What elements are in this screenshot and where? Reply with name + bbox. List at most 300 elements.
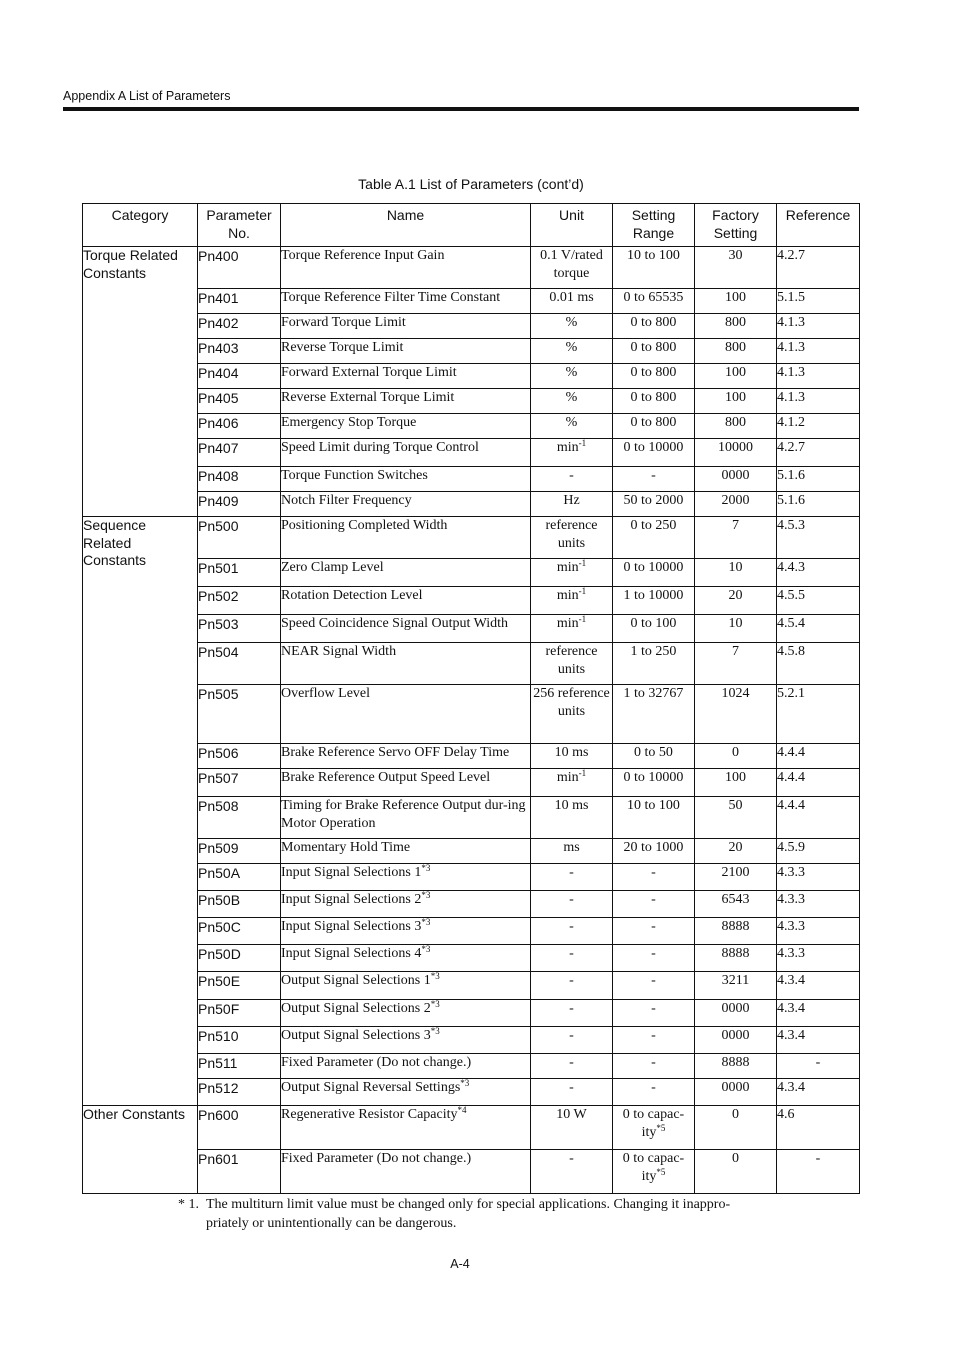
unit-cell-text: - — [569, 919, 574, 934]
table-row — [83, 643, 860, 685]
table-row — [83, 1054, 860, 1079]
setting-range-cell-text: 0 to 10000 — [623, 440, 684, 455]
setting-range-cell — [613, 389, 695, 414]
reference-cell-text: 5.1.6 — [777, 468, 805, 483]
parameter-no-cell-text: Pn50A — [198, 865, 241, 881]
reference-cell-text: 4.2.7 — [777, 248, 805, 263]
reference-cell-text: 4.5.4 — [777, 616, 805, 631]
table-row — [83, 559, 860, 587]
reference-cell — [777, 615, 860, 643]
factory-setting-cell — [695, 339, 777, 364]
unit-cell-text: - — [569, 946, 574, 961]
reference-cell-text: 4.3.3 — [777, 919, 805, 934]
parameter-no-cell — [198, 364, 281, 389]
name-cell-text: Brake Reference Output Speed Level — [281, 770, 491, 785]
reference-cell — [777, 289, 860, 314]
footnote-mark: * 1. — [178, 1197, 199, 1212]
name-cell — [281, 1079, 531, 1106]
reference-cell — [777, 685, 860, 744]
unit-cell — [531, 769, 613, 797]
table-row — [83, 439, 860, 467]
reference-cell-text: 4.3.3 — [777, 865, 805, 880]
unit-cell-text: ms — [563, 840, 580, 855]
name-cell-text: Brake Reference Servo OFF Delay Time — [281, 745, 510, 760]
reference-cell — [777, 945, 860, 972]
col-header-label: Factory Setting — [712, 207, 759, 241]
name-cell-text: Rotation Detection Level — [281, 588, 423, 603]
parameter-no-cell-text: Pn406 — [198, 415, 239, 431]
name-cell-text: Speed Coincidence Signal Output Width — [281, 616, 509, 631]
factory-setting-cell-text: 20 — [728, 840, 743, 855]
unit-cell-text: reference units — [545, 644, 598, 677]
setting-range-cell — [613, 587, 695, 615]
parameter-no-cell — [198, 891, 281, 918]
unit-cell — [531, 439, 613, 467]
unit-cell-text: min — [556, 588, 579, 603]
setting-range-cell-text: 0 to 10000 — [623, 770, 684, 785]
setting-range-cell — [613, 1027, 695, 1054]
name-cell-text: Input Signal Selections 3 — [281, 919, 422, 934]
parameter-no-cell-text: Pn511 — [198, 1055, 238, 1071]
factory-setting-cell — [695, 1106, 777, 1150]
setting-range-cell-text: 0 to 65535 — [623, 290, 684, 305]
col-header-parameter-no — [198, 204, 281, 247]
unit-cell — [531, 587, 613, 615]
reference-cell — [777, 1027, 860, 1054]
table-row — [83, 615, 860, 643]
unit-cell-text: 10 ms — [554, 798, 589, 813]
unit-cell — [531, 1000, 613, 1027]
unit-cell-text: % — [565, 365, 578, 380]
name-cell-text: Speed Limit during Torque Control — [281, 440, 479, 455]
parameter-no-cell-text: Pn408 — [198, 468, 239, 484]
name-cell — [281, 339, 531, 364]
unit-cell — [531, 744, 613, 769]
name-cell — [281, 1150, 531, 1194]
reference-cell-text: 4.5.8 — [777, 644, 805, 659]
factory-setting-cell-text: 50 — [728, 798, 743, 813]
unit-cell-text: % — [565, 315, 578, 330]
table-body — [83, 247, 860, 1194]
unit-cell — [531, 891, 613, 918]
name-cell-text: Zero Clamp Level — [281, 560, 384, 575]
factory-setting-cell-text: 0 — [732, 1107, 739, 1122]
parameter-no-cell-text: Pn402 — [198, 315, 239, 331]
parameter-no-cell-text: Pn50D — [198, 946, 241, 962]
table-row — [83, 1027, 860, 1054]
name-cell — [281, 559, 531, 587]
setting-range-cell-text: 20 to 1000 — [623, 840, 684, 855]
name-cell — [281, 1106, 531, 1150]
setting-range-cell — [613, 945, 695, 972]
reference-cell-text: 4.3.4 — [777, 1080, 805, 1095]
factory-setting-cell — [695, 517, 777, 559]
setting-range-cell-text: - — [651, 919, 656, 934]
name-cell — [281, 587, 531, 615]
name-cell — [281, 247, 531, 289]
table-row — [83, 972, 860, 1000]
factory-setting-cell — [695, 615, 777, 643]
factory-setting-cell — [695, 1150, 777, 1194]
col-header-reference — [777, 204, 860, 247]
name-cell-text: Forward Torque Limit — [281, 315, 406, 330]
factory-setting-cell-text: 100 — [725, 770, 746, 785]
factory-setting-cell-text: 2100 — [721, 865, 750, 880]
reference-cell-text: 4.5.3 — [777, 518, 805, 533]
superscript: *3 — [460, 1078, 470, 1088]
setting-range-cell-text: 0 to capac-ity — [622, 1107, 685, 1140]
name-cell-text: Fixed Parameter (Do not change.) — [281, 1151, 472, 1166]
parameter-no-cell-text: Pn501 — [198, 560, 239, 576]
parameter-no-cell-text: Pn404 — [198, 365, 239, 381]
parameter-no-cell — [198, 769, 281, 797]
factory-setting-cell — [695, 864, 777, 891]
factory-setting-cell-text: 0000 — [721, 468, 750, 483]
unit-cell-text: 10 W — [556, 1107, 587, 1122]
table-row — [83, 314, 860, 339]
setting-range-cell — [613, 797, 695, 839]
parameter-no-cell — [198, 247, 281, 289]
table-row — [83, 1000, 860, 1027]
factory-setting-cell — [695, 1079, 777, 1106]
setting-range-cell-text: 0 to 100 — [630, 616, 677, 631]
parameter-no-cell — [198, 1054, 281, 1079]
reference-cell-text: 4.4.3 — [777, 560, 805, 575]
name-cell — [281, 414, 531, 439]
factory-setting-cell-text: 8888 — [721, 919, 750, 934]
factory-setting-cell-text: 1024 — [721, 686, 750, 701]
unit-cell-text: min — [556, 560, 579, 575]
parameter-no-cell-text: Pn512 — [198, 1080, 239, 1096]
reference-cell-text: 4.6 — [777, 1107, 795, 1122]
category-label: Torque Related Constants — [83, 247, 178, 281]
setting-range-cell — [613, 364, 695, 389]
factory-setting-cell-text: 0 — [732, 1151, 739, 1166]
unit-cell-text: Hz — [563, 493, 580, 508]
table-row — [83, 744, 860, 769]
parameter-no-cell — [198, 559, 281, 587]
factory-setting-cell — [695, 492, 777, 517]
table-row — [83, 389, 860, 414]
factory-setting-cell — [695, 314, 777, 339]
name-cell-text: Notch Filter Frequency — [281, 493, 412, 508]
unit-cell-text: % — [565, 415, 578, 430]
name-cell — [281, 864, 531, 891]
parameter-no-cell-text: Pn510 — [198, 1028, 239, 1044]
name-cell-text: Emergency Stop Torque — [281, 415, 417, 430]
table-row — [83, 492, 860, 517]
unit-cell — [531, 685, 613, 744]
parameter-no-cell — [198, 314, 281, 339]
table-row — [83, 339, 860, 364]
name-cell-text: Output Signal Selections 3 — [281, 1028, 431, 1043]
reference-cell — [777, 1079, 860, 1106]
setting-range-cell — [613, 918, 695, 945]
superscript: *3 — [430, 971, 440, 981]
category-label: Other Constants — [83, 1106, 185, 1122]
unit-cell — [531, 247, 613, 289]
name-cell — [281, 945, 531, 972]
name-cell-text: Reverse Torque Limit — [281, 340, 404, 355]
unit-cell — [531, 559, 613, 587]
factory-setting-cell — [695, 769, 777, 797]
setting-range-cell — [613, 839, 695, 864]
table-row — [83, 247, 860, 289]
factory-setting-cell-text: 800 — [725, 315, 746, 330]
col-header-label: Name — [386, 207, 425, 223]
parameter-no-cell-text: Pn508 — [198, 798, 239, 814]
unit-cell-text: % — [565, 390, 578, 405]
factory-setting-cell-text: 100 — [725, 390, 746, 405]
unit-cell-text: - — [569, 1001, 574, 1016]
factory-setting-cell-text: 100 — [725, 365, 746, 380]
setting-range-cell — [613, 1150, 695, 1194]
factory-setting-cell-text: 100 — [725, 290, 746, 305]
setting-range-cell-text: - — [651, 865, 656, 880]
factory-setting-cell-text: 8888 — [721, 946, 750, 961]
name-cell — [281, 769, 531, 797]
setting-range-cell — [613, 559, 695, 587]
parameter-no-cell — [198, 864, 281, 891]
factory-setting-cell-text: 2000 — [721, 493, 750, 508]
reference-cell — [777, 1000, 860, 1027]
reference-cell — [777, 1150, 860, 1194]
factory-setting-cell — [695, 685, 777, 744]
setting-range-cell-text: - — [651, 1001, 656, 1016]
table-row — [83, 1106, 860, 1150]
parameter-no-cell — [198, 389, 281, 414]
parameter-no-cell — [198, 414, 281, 439]
unit-cell-text: - — [569, 1151, 574, 1166]
factory-setting-cell — [695, 797, 777, 839]
unit-cell — [531, 364, 613, 389]
parameter-no-cell — [198, 918, 281, 945]
name-cell-text: Torque Reference Input Gain — [281, 248, 445, 263]
reference-cell-text: 5.2.1 — [777, 686, 805, 701]
unit-cell-text: - — [569, 892, 574, 907]
reference-cell-text: 4.4.4 — [777, 798, 805, 813]
factory-setting-cell-text: 8888 — [721, 1055, 750, 1070]
setting-range-cell-text: 50 to 2000 — [623, 493, 684, 508]
factory-setting-cell — [695, 891, 777, 918]
name-cell — [281, 643, 531, 685]
name-cell-text: Momentary Hold Time — [281, 840, 411, 855]
name-cell-text: Input Signal Selections 4 — [281, 946, 422, 961]
setting-range-cell — [613, 744, 695, 769]
factory-setting-cell-text: 10 — [728, 616, 743, 631]
unit-cell — [531, 797, 613, 839]
superscript: -1 — [578, 438, 587, 448]
reference-cell-text: 4.1.3 — [777, 340, 805, 355]
parameter-no-cell-text: Pn403 — [198, 340, 239, 356]
name-cell — [281, 389, 531, 414]
unit-cell-text: - — [569, 468, 574, 483]
unit-cell-text: - — [569, 865, 574, 880]
unit-cell-text: - — [569, 1080, 574, 1095]
name-cell — [281, 467, 531, 492]
reference-cell — [777, 364, 860, 389]
table-row — [83, 769, 860, 797]
unit-cell — [531, 615, 613, 643]
reference-cell-text: 4.4.4 — [777, 745, 805, 760]
reference-cell-text: 4.1.2 — [777, 415, 805, 430]
name-cell — [281, 439, 531, 467]
superscript: *5 — [656, 1123, 666, 1133]
table-caption: Table A.1 List of Parameters (cont’d) — [358, 176, 584, 192]
reference-cell — [777, 439, 860, 467]
parameter-no-cell — [198, 1027, 281, 1054]
factory-setting-cell-text: 20 — [728, 588, 743, 603]
unit-cell — [531, 492, 613, 517]
col-header-label: Parameter No. — [206, 207, 272, 241]
setting-range-cell-text: 0 to 10000 — [623, 560, 684, 575]
table-row — [83, 1150, 860, 1194]
factory-setting-cell-text: 0000 — [721, 1028, 750, 1043]
reference-cell-text: 5.1.6 — [777, 493, 805, 508]
reference-cell — [777, 587, 860, 615]
setting-range-cell — [613, 492, 695, 517]
table-row — [83, 517, 860, 559]
reference-cell — [777, 467, 860, 492]
factory-setting-cell — [695, 1054, 777, 1079]
unit-cell-text: 0.1 V/rated torque — [540, 248, 603, 281]
setting-range-cell — [613, 685, 695, 744]
parameter-no-cell — [198, 1106, 281, 1150]
setting-range-cell-text: - — [651, 1055, 656, 1070]
col-header-label: Setting Range — [631, 207, 676, 241]
superscript: *3 — [430, 999, 440, 1009]
parameter-no-cell-text: Pn601 — [198, 1151, 239, 1167]
factory-setting-cell-text: 800 — [725, 415, 746, 430]
factory-setting-cell — [695, 972, 777, 1000]
unit-cell — [531, 1150, 613, 1194]
name-cell-text: NEAR Signal Width — [281, 644, 397, 659]
setting-range-cell-text: 0 to 50 — [634, 745, 673, 760]
page-number: A-4 — [450, 1257, 470, 1271]
unit-cell — [531, 339, 613, 364]
unit-cell — [531, 1079, 613, 1106]
col-header-category — [83, 204, 198, 247]
setting-range-cell — [613, 769, 695, 797]
unit-cell-text: - — [569, 1028, 574, 1043]
reference-cell-text: 4.3.3 — [777, 946, 805, 961]
superscript: *3 — [421, 944, 431, 954]
reference-cell-text: 4.1.3 — [777, 315, 805, 330]
parameter-no-cell-text: Pn400 — [198, 248, 239, 264]
setting-range-cell-text: 1 to 250 — [630, 644, 677, 659]
reference-cell-text: 4.1.3 — [777, 365, 805, 380]
parameter-no-cell — [198, 492, 281, 517]
parameters-table — [82, 203, 860, 1194]
factory-setting-cell — [695, 389, 777, 414]
setting-range-cell-text: - — [651, 973, 656, 988]
unit-cell — [531, 972, 613, 1000]
parameter-no-cell — [198, 945, 281, 972]
superscript: *4 — [457, 1105, 467, 1115]
name-cell — [281, 1054, 531, 1079]
parameter-no-cell-text: Pn50E — [198, 973, 241, 989]
header-rule — [63, 107, 859, 111]
reference-cell — [777, 559, 860, 587]
reference-cell — [777, 744, 860, 769]
name-cell-text: Torque Reference Filter Time Constant — [281, 290, 501, 305]
table-row — [83, 467, 860, 492]
parameter-no-cell-text: Pn509 — [198, 840, 239, 856]
reference-cell — [777, 1106, 860, 1150]
superscript: -1 — [578, 614, 587, 624]
name-cell — [281, 744, 531, 769]
factory-setting-cell-text: 0 — [732, 745, 739, 760]
col-header-label: Category — [111, 207, 169, 223]
reference-cell — [777, 839, 860, 864]
parameter-no-cell — [198, 797, 281, 839]
factory-setting-cell — [695, 945, 777, 972]
parameter-no-cell — [198, 289, 281, 314]
superscript: -1 — [578, 558, 587, 568]
unit-cell — [531, 864, 613, 891]
setting-range-cell — [613, 615, 695, 643]
reference-cell — [777, 891, 860, 918]
setting-range-cell — [613, 517, 695, 559]
setting-range-cell — [613, 1000, 695, 1027]
unit-cell-text: - — [569, 973, 574, 988]
reference-cell-text: 4.3.3 — [777, 892, 805, 907]
setting-range-cell-text: 0 to capac-ity — [622, 1151, 685, 1184]
parameter-no-cell — [198, 1079, 281, 1106]
parameter-no-cell — [198, 467, 281, 492]
name-cell-text: Positioning Completed Width — [281, 518, 448, 533]
superscript: -1 — [578, 586, 587, 596]
unit-cell — [531, 414, 613, 439]
col-header-unit — [531, 204, 613, 247]
factory-setting-cell-text: 0000 — [721, 1001, 750, 1016]
table-row — [83, 918, 860, 945]
reference-cell-text: 4.1.3 — [777, 390, 805, 405]
reference-cell — [777, 389, 860, 414]
setting-range-cell-text: 1 to 32767 — [623, 686, 684, 701]
factory-setting-cell — [695, 918, 777, 945]
setting-range-cell-text: - — [651, 1028, 656, 1043]
setting-range-cell — [613, 414, 695, 439]
factory-setting-cell — [695, 643, 777, 685]
factory-setting-cell — [695, 744, 777, 769]
setting-range-cell-text: 10 to 100 — [627, 798, 680, 813]
setting-range-cell-text: 0 to 800 — [630, 315, 677, 330]
parameter-no-cell — [198, 744, 281, 769]
col-header-setting-range — [613, 204, 695, 247]
parameter-no-cell — [198, 1150, 281, 1194]
factory-setting-cell — [695, 364, 777, 389]
unit-cell-text: min — [556, 616, 579, 631]
parameter-no-cell-text: Pn504 — [198, 644, 239, 660]
unit-cell-text: 0.01 ms — [549, 290, 594, 305]
table-row — [83, 797, 860, 839]
setting-range-cell — [613, 467, 695, 492]
parameter-no-cell-text: Pn409 — [198, 493, 239, 509]
name-cell-text: Reverse External Torque Limit — [281, 390, 455, 405]
table-row — [83, 945, 860, 972]
setting-range-cell-text: 0 to 800 — [630, 340, 677, 355]
setting-range-cell-text: 0 to 250 — [630, 518, 677, 533]
factory-setting-cell-text: 10 — [728, 560, 743, 575]
parameter-no-cell-text: Pn503 — [198, 616, 239, 632]
name-cell-text: Torque Function Switches — [281, 468, 428, 483]
parameter-no-cell-text: Pn405 — [198, 390, 239, 406]
factory-setting-cell-text: 6543 — [721, 892, 750, 907]
name-cell — [281, 972, 531, 1000]
setting-range-cell — [613, 1079, 695, 1106]
unit-cell — [531, 314, 613, 339]
